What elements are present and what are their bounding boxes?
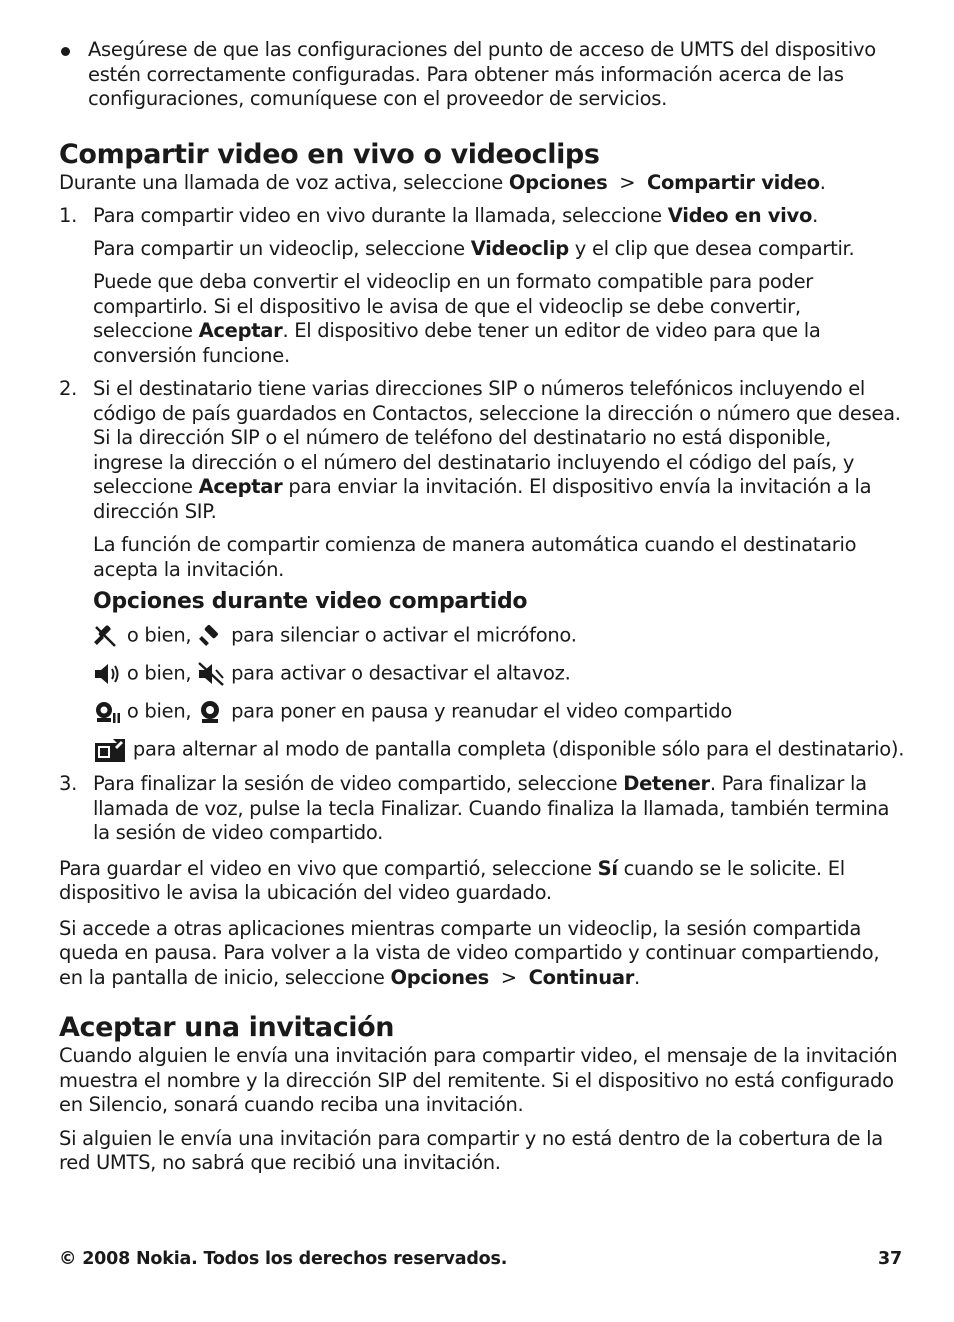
para-other-apps: Si accede a otras aplicaciones mientras comparte un videoclip, la sesión compartida queda en pausa. Para volver a la vista de video compartido y continuar compartiendo, en la pantalla de inicio, seleccione Opciones > Continuar. [59, 916, 880, 989]
para-invitation-1: Cuando alguien le envía una invitación para compartir video, el mensaje de la invitación muestra el nombre y la dirección SIP del remitente. Si el dispositivo no está configurado en Silencio, sonará cuando reciba una invitación. [59, 1044, 898, 1116]
page-footer [59, 1249, 902, 1269]
bullet-text: Asegúrese de que las configuraciones del punto de acceso de UMTS del dispositivo estén correctamente configuradas. Para obtener más información acerca de las configuraciones, comuníquese con el proveedor de servicios. [88, 38, 876, 110]
mic-icon [197, 623, 225, 649]
document-page [59, 38, 905, 1176]
step-number: 1. [59, 204, 78, 227]
mic-mute-icon [93, 623, 121, 649]
section-title-accept-invitation: Aceptar una invitación [59, 1012, 395, 1043]
section-title-share-video: Compartir video en vivo o videoclips [59, 138, 600, 170]
section-intro: Durante una llamada de voz activa, seleccione Opciones > Compartir video. [59, 170, 826, 194]
camera-icon [197, 699, 225, 725]
step-3-para: Para finalizar la sesión de video compartido, seleccione Detener. Para finalizar la llamada de voz, pulse la tecla Finalizar. Cuando finaliza la llamada, también termina la sesión de video compartido. [93, 772, 890, 844]
step-2-para-2: La función de compartir comienza de manera automática cuando el destinatario acepta la invitación. [93, 533, 857, 581]
copyright-text: © 2008 Nokia. Todos los derechos reservados. [59, 1249, 508, 1269]
bullet-item [59, 38, 905, 112]
step-1-para-1: Para compartir video en vivo durante la llamada, seleccione Video en vivo. [93, 204, 818, 227]
speaker-on-icon [93, 661, 121, 687]
option-speaker: o bien, para activar o desactivar el altavoz. [93, 661, 905, 687]
speaker-off-icon [197, 661, 225, 687]
options-subtitle: Opciones durante video compartido [93, 589, 528, 614]
step-3 [59, 772, 905, 846]
step-1-para-3: Puede que deba convertir el videoclip en un formato compatible para poder compartirlo. Si el dispositivo le avisa de que el videoclip se debe convertir, seleccione Aceptar. El dispositivo debe tener un editor de video para que la conversión funcione. [93, 270, 821, 367]
option-fullscreen: para alternar al modo de pantalla completa (disponible sólo para el destinatario). [93, 737, 905, 763]
step-2 [59, 377, 905, 763]
step-number: 3. [59, 772, 78, 795]
menu-path-options: Opciones [508, 170, 608, 194]
camera-pause-icon [93, 699, 121, 725]
fullscreen-icon [93, 737, 127, 763]
step-2-para-1: Si el destinatario tiene varias direcciones SIP o números telefónicos incluyendo el código de país guardados en Contactos, seleccione la dirección o número que desea. Si la dirección SIP o el número de teléfono del destinatario no está disponible, ingrese la dirección o el número del destinatario incluyendo el código del país, y seleccione Aceptar para enviar la invitación. El dispositivo envía la invitación a la dirección SIP. [93, 377, 901, 523]
para-save-video: Para guardar el video en vivo que compartió, seleccione Sí cuando se le solicite. El dispositivo le avisa la ubicación del video guardado. [59, 856, 845, 904]
option-microphone: o bien, para silenciar o activar el micrófono. [93, 623, 905, 649]
menu-path-share-video: Compartir video [647, 170, 820, 194]
bullet-dot [61, 47, 70, 56]
para-invitation-2: Si alguien le envía una invitación para compartir y no está dentro de la cobertura de la red UMTS, no sabrá que recibió una invitación. [59, 1126, 883, 1174]
step-1-para-2: Para compartir un videoclip, seleccione Videoclip y el clip que desea compartir. [93, 236, 855, 260]
step-1 [59, 204, 905, 368]
step-number: 2. [59, 377, 78, 400]
option-video-pause: o bien, para poner en pausa y reanudar el video compartido [93, 699, 905, 725]
page-number: 37 [878, 1249, 902, 1269]
